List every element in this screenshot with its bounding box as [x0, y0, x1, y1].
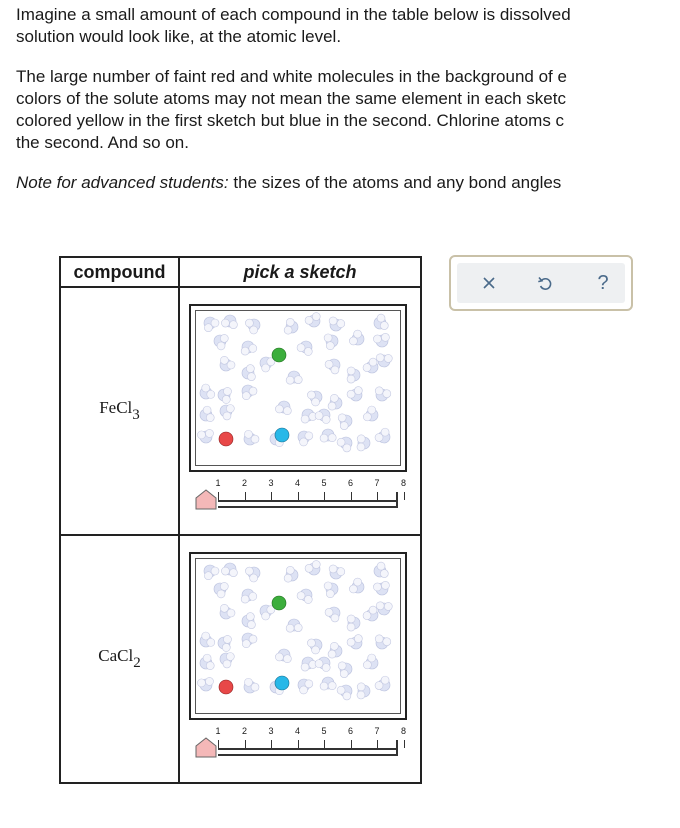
water-molecule — [307, 639, 322, 654]
water-molecule — [305, 561, 320, 575]
close-icon[interactable] — [477, 271, 501, 295]
water-molecule — [275, 649, 291, 663]
water-molecule — [260, 357, 275, 372]
slider-tick-label: 3 — [268, 726, 274, 736]
water-molecule — [329, 565, 345, 579]
molecule-sketch — [196, 311, 398, 463]
slider-tick-label: 8 — [400, 726, 406, 736]
water-molecule — [200, 384, 215, 399]
water-molecule — [200, 632, 215, 647]
slider-track[interactable] — [218, 500, 398, 502]
slider-tick-label: 8 — [400, 478, 406, 488]
slider-tick-label: 4 — [294, 478, 300, 488]
slider-handle[interactable] — [194, 488, 218, 515]
water-molecule — [363, 406, 378, 421]
formula-subscript: 2 — [133, 655, 141, 671]
water-molecule — [357, 683, 370, 699]
slider-tick — [271, 492, 272, 500]
water-molecule — [286, 371, 302, 384]
instruction-line: solution would look like, at the atomic level. — [16, 27, 342, 46]
slider-tick — [218, 492, 219, 500]
slider-tick-label: 5 — [321, 478, 327, 488]
slider-tick-label: 6 — [347, 478, 353, 488]
formula-cell — [60, 535, 179, 783]
slider-tick — [324, 492, 325, 500]
instruction-line: colors of the solute atoms may not mean the same element in each sketc — [16, 89, 566, 108]
water-molecule — [297, 589, 312, 603]
solute-atom-red — [219, 680, 233, 694]
slider-tick-label: 5 — [321, 726, 327, 736]
water-molecule — [218, 387, 231, 403]
water-molecule — [329, 317, 345, 331]
water-molecule — [200, 654, 214, 670]
water-molecule — [337, 685, 352, 700]
slider-tick — [377, 740, 378, 748]
water-molecule — [375, 387, 391, 401]
slider-handle[interactable] — [194, 736, 218, 763]
water-molecule — [324, 334, 338, 350]
water-molecule — [325, 607, 340, 622]
sketch-slider[interactable] — [194, 478, 408, 526]
water-molecule — [373, 581, 389, 595]
water-molecule — [241, 341, 257, 355]
slider-track-base — [218, 754, 398, 756]
slider-tick — [351, 492, 352, 500]
slider-tick — [404, 740, 405, 748]
water-molecule — [301, 657, 317, 671]
solute-atom-red — [219, 432, 233, 446]
slider-tick — [271, 740, 272, 748]
table-row — [60, 535, 421, 783]
water-molecule — [197, 429, 213, 443]
slider-tick-label: 6 — [347, 726, 353, 736]
solute-atom-cyan — [275, 676, 289, 690]
water-molecule — [320, 429, 336, 442]
water-molecule — [220, 604, 235, 619]
water-molecule — [298, 679, 313, 694]
slider-tick — [245, 740, 246, 748]
help-icon[interactable]: ? — [597, 272, 609, 294]
water-molecule — [298, 431, 313, 446]
water-molecule — [363, 606, 378, 621]
water-molecule — [241, 589, 257, 603]
water-molecule — [245, 319, 260, 334]
slider-tick-label: 4 — [294, 726, 300, 736]
water-molecule — [242, 365, 255, 381]
slider-tick — [351, 740, 352, 748]
water-molecule — [297, 341, 312, 355]
water-molecule — [260, 605, 275, 620]
instruction-line: the second. And so on. — [16, 133, 189, 152]
water-molecule — [315, 657, 330, 671]
water-molecule — [363, 654, 378, 669]
slider-tick-label: 1 — [215, 726, 221, 736]
slider-tick-label: 7 — [374, 478, 380, 488]
water-molecule — [220, 405, 234, 420]
water-molecule — [305, 313, 320, 327]
instructions — [16, 4, 680, 212]
water-molecule — [320, 677, 336, 690]
slider-tick-label: 3 — [268, 478, 274, 488]
water-molecule — [221, 315, 237, 329]
water-molecule — [375, 635, 391, 649]
water-molecule — [349, 330, 364, 345]
water-molecule — [200, 406, 214, 422]
water-molecule — [347, 387, 362, 401]
water-molecule — [363, 358, 378, 373]
water-molecule — [374, 562, 388, 577]
water-molecule — [242, 613, 255, 629]
water-molecule — [220, 653, 234, 668]
water-molecule — [275, 401, 291, 415]
header-compound: compound — [60, 257, 179, 287]
water-molecule — [301, 409, 317, 423]
water-molecule — [214, 582, 228, 597]
water-molecule — [244, 430, 259, 445]
formula-subscript: 3 — [132, 407, 140, 423]
water-molecule — [221, 563, 237, 577]
note-label: Note for advanced students: — [16, 173, 229, 192]
water-molecule — [338, 414, 352, 430]
water-molecule — [347, 635, 362, 649]
sketch-slider[interactable] — [194, 726, 408, 774]
water-molecule — [218, 635, 231, 651]
water-molecule — [347, 367, 360, 383]
slider-track[interactable] — [218, 748, 398, 750]
water-molecule — [347, 615, 360, 631]
answer-toolbar — [449, 255, 633, 311]
sketch-frame[interactable] — [189, 552, 407, 720]
water-molecule — [204, 317, 219, 332]
slider-endcap — [396, 740, 398, 756]
slider-tick — [324, 740, 325, 748]
molecule-sketch — [196, 559, 398, 711]
water-molecule — [284, 318, 298, 334]
water-molecule — [337, 437, 352, 452]
water-molecule — [242, 633, 257, 648]
water-molecule — [338, 662, 352, 678]
sketch-cell — [179, 287, 421, 535]
instruction-line: colored yellow in the first sketch but blue in the second. Chlorine atoms c — [16, 111, 565, 130]
slider-tick — [298, 740, 299, 748]
instruction-line: Imagine a small amount of each compound in the table below is dissolved — [16, 5, 571, 24]
sketch-frame[interactable] — [189, 304, 407, 472]
water-molecule — [214, 334, 228, 349]
water-molecule — [375, 428, 390, 443]
slider-tick — [377, 492, 378, 500]
water-molecule — [204, 565, 219, 580]
water-molecule — [349, 578, 364, 593]
water-molecule — [220, 356, 235, 371]
slider-endcap — [396, 492, 398, 508]
water-molecule — [315, 409, 330, 423]
slider-tick-label: 1 — [215, 478, 221, 488]
water-molecule — [373, 333, 389, 347]
water-molecule — [286, 619, 302, 632]
solute-atom-cyan — [275, 428, 289, 442]
water-molecule — [376, 354, 392, 367]
water-molecule — [307, 391, 322, 406]
undo-icon[interactable] — [533, 271, 557, 295]
header-pick-sketch: pick a sketch — [179, 257, 421, 287]
water-molecule — [328, 642, 342, 658]
solute-atom-green — [272, 596, 286, 610]
formula-base: CaCl — [98, 646, 134, 665]
slider-tick — [404, 492, 405, 500]
slider-tick-label: 2 — [241, 726, 247, 736]
slider-tick — [298, 492, 299, 500]
slider-tick — [245, 492, 246, 500]
instruction-line: The large number of faint red and white molecules in the background of e — [16, 67, 567, 86]
compound-table — [59, 256, 422, 784]
water-molecule — [197, 677, 213, 691]
advanced-note — [16, 172, 680, 194]
water-molecule — [374, 314, 388, 329]
water-molecule — [375, 676, 390, 691]
water-molecule — [325, 359, 340, 374]
note-text: the sizes of the atoms and any bond angles — [228, 173, 562, 192]
water-molecule — [328, 394, 342, 410]
water-molecule — [357, 435, 370, 451]
water-molecule — [242, 385, 257, 400]
sketch-cell — [179, 535, 421, 783]
water-molecule — [376, 602, 392, 615]
water-molecule — [244, 678, 259, 693]
slider-tick — [218, 740, 219, 748]
water-molecule — [324, 582, 338, 598]
slider-tick-label: 7 — [374, 726, 380, 736]
table-row — [60, 287, 421, 535]
solute-atom-green — [272, 348, 286, 362]
formula-cell — [60, 287, 179, 535]
slider-tick-label: 2 — [241, 478, 247, 488]
slider-track-base — [218, 506, 398, 508]
formula-base: FeCl — [99, 398, 133, 417]
water-molecule — [245, 567, 260, 582]
water-molecule — [284, 566, 298, 582]
